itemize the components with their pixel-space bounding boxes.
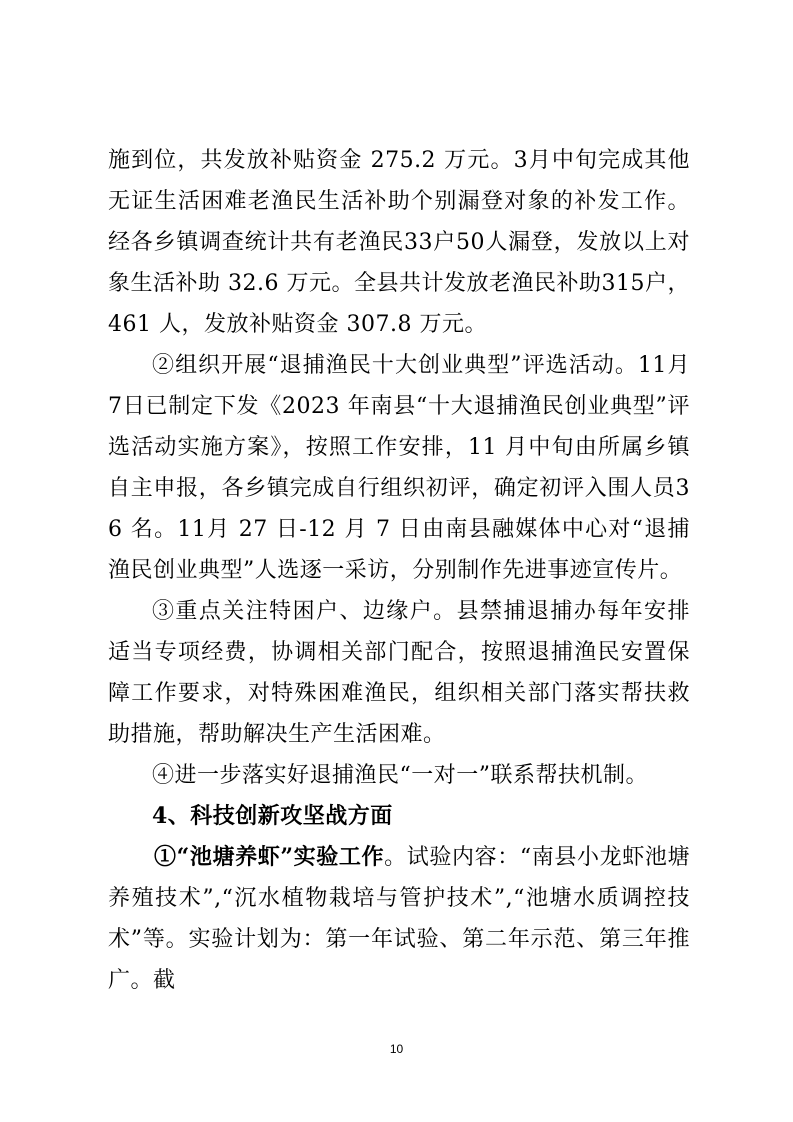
document-body — [108, 140, 690, 1001]
paragraph-one-to-one-support: ④进一步落实好退捕渔民“一对一”联系帮扶机制。 — [152, 763, 648, 788]
paragraph-special-households: ③重点关注特困户、边缘户。县禁捕退捕办每年安排适当专项经费，协调相关部门配合，按照退捕渔民安置保障工作要求，对特殊困难渔民，组织相关部门落实帮扶救助措施，帮助解决生产生活困难。 — [108, 599, 690, 747]
section-heading: 4、科技创新攻坚战方面 — [152, 803, 393, 829]
page-number: 10 — [389, 1042, 404, 1056]
paragraph-body-text: 。试验内容：“南县小龙虾池塘养殖技术”,“沉水植物栽培与管护技术”,“池塘水质调控技术”等。实验计划为：第一年试验、第二年示范、第三年推广。截 — [108, 845, 690, 993]
paragraph-subsidy-summary: 施到位，共发放补贴资金 275.2 万元。3月中旬完成其他无证生活困难老渔民生活补助个别漏登对象的补发工作。经各乡镇调查统计共有老渔民33户50人漏登，发放以上对象生活补助 32.6 万元。全县共计发放老渔民补助315户，461 人，发放补贴资金 307.8 万元。 — [108, 148, 690, 337]
paragraph-entrepreneur-selection: ②组织开展“退捕渔民十大创业典型”评选活动。11月7日已制定下发《2023 年南县“十大退捕渔民创业典型”评选活动实施方案》，按照工作安排，11 月中旬由所属乡镇自主申报，各乡镇完成自行组织初评，确定初评入围人员36 名。11月 27 日-12 月 7 日由南县融媒体中心对“退捕渔民创业典型”人选逐一采访，分别制作先进事迹宣传片。 — [108, 353, 690, 583]
paragraph-bold-lead: ①“池塘养虾”实验工作 — [154, 844, 385, 870]
paragraph-shrimp-pond-experiment — [108, 837, 690, 1001]
